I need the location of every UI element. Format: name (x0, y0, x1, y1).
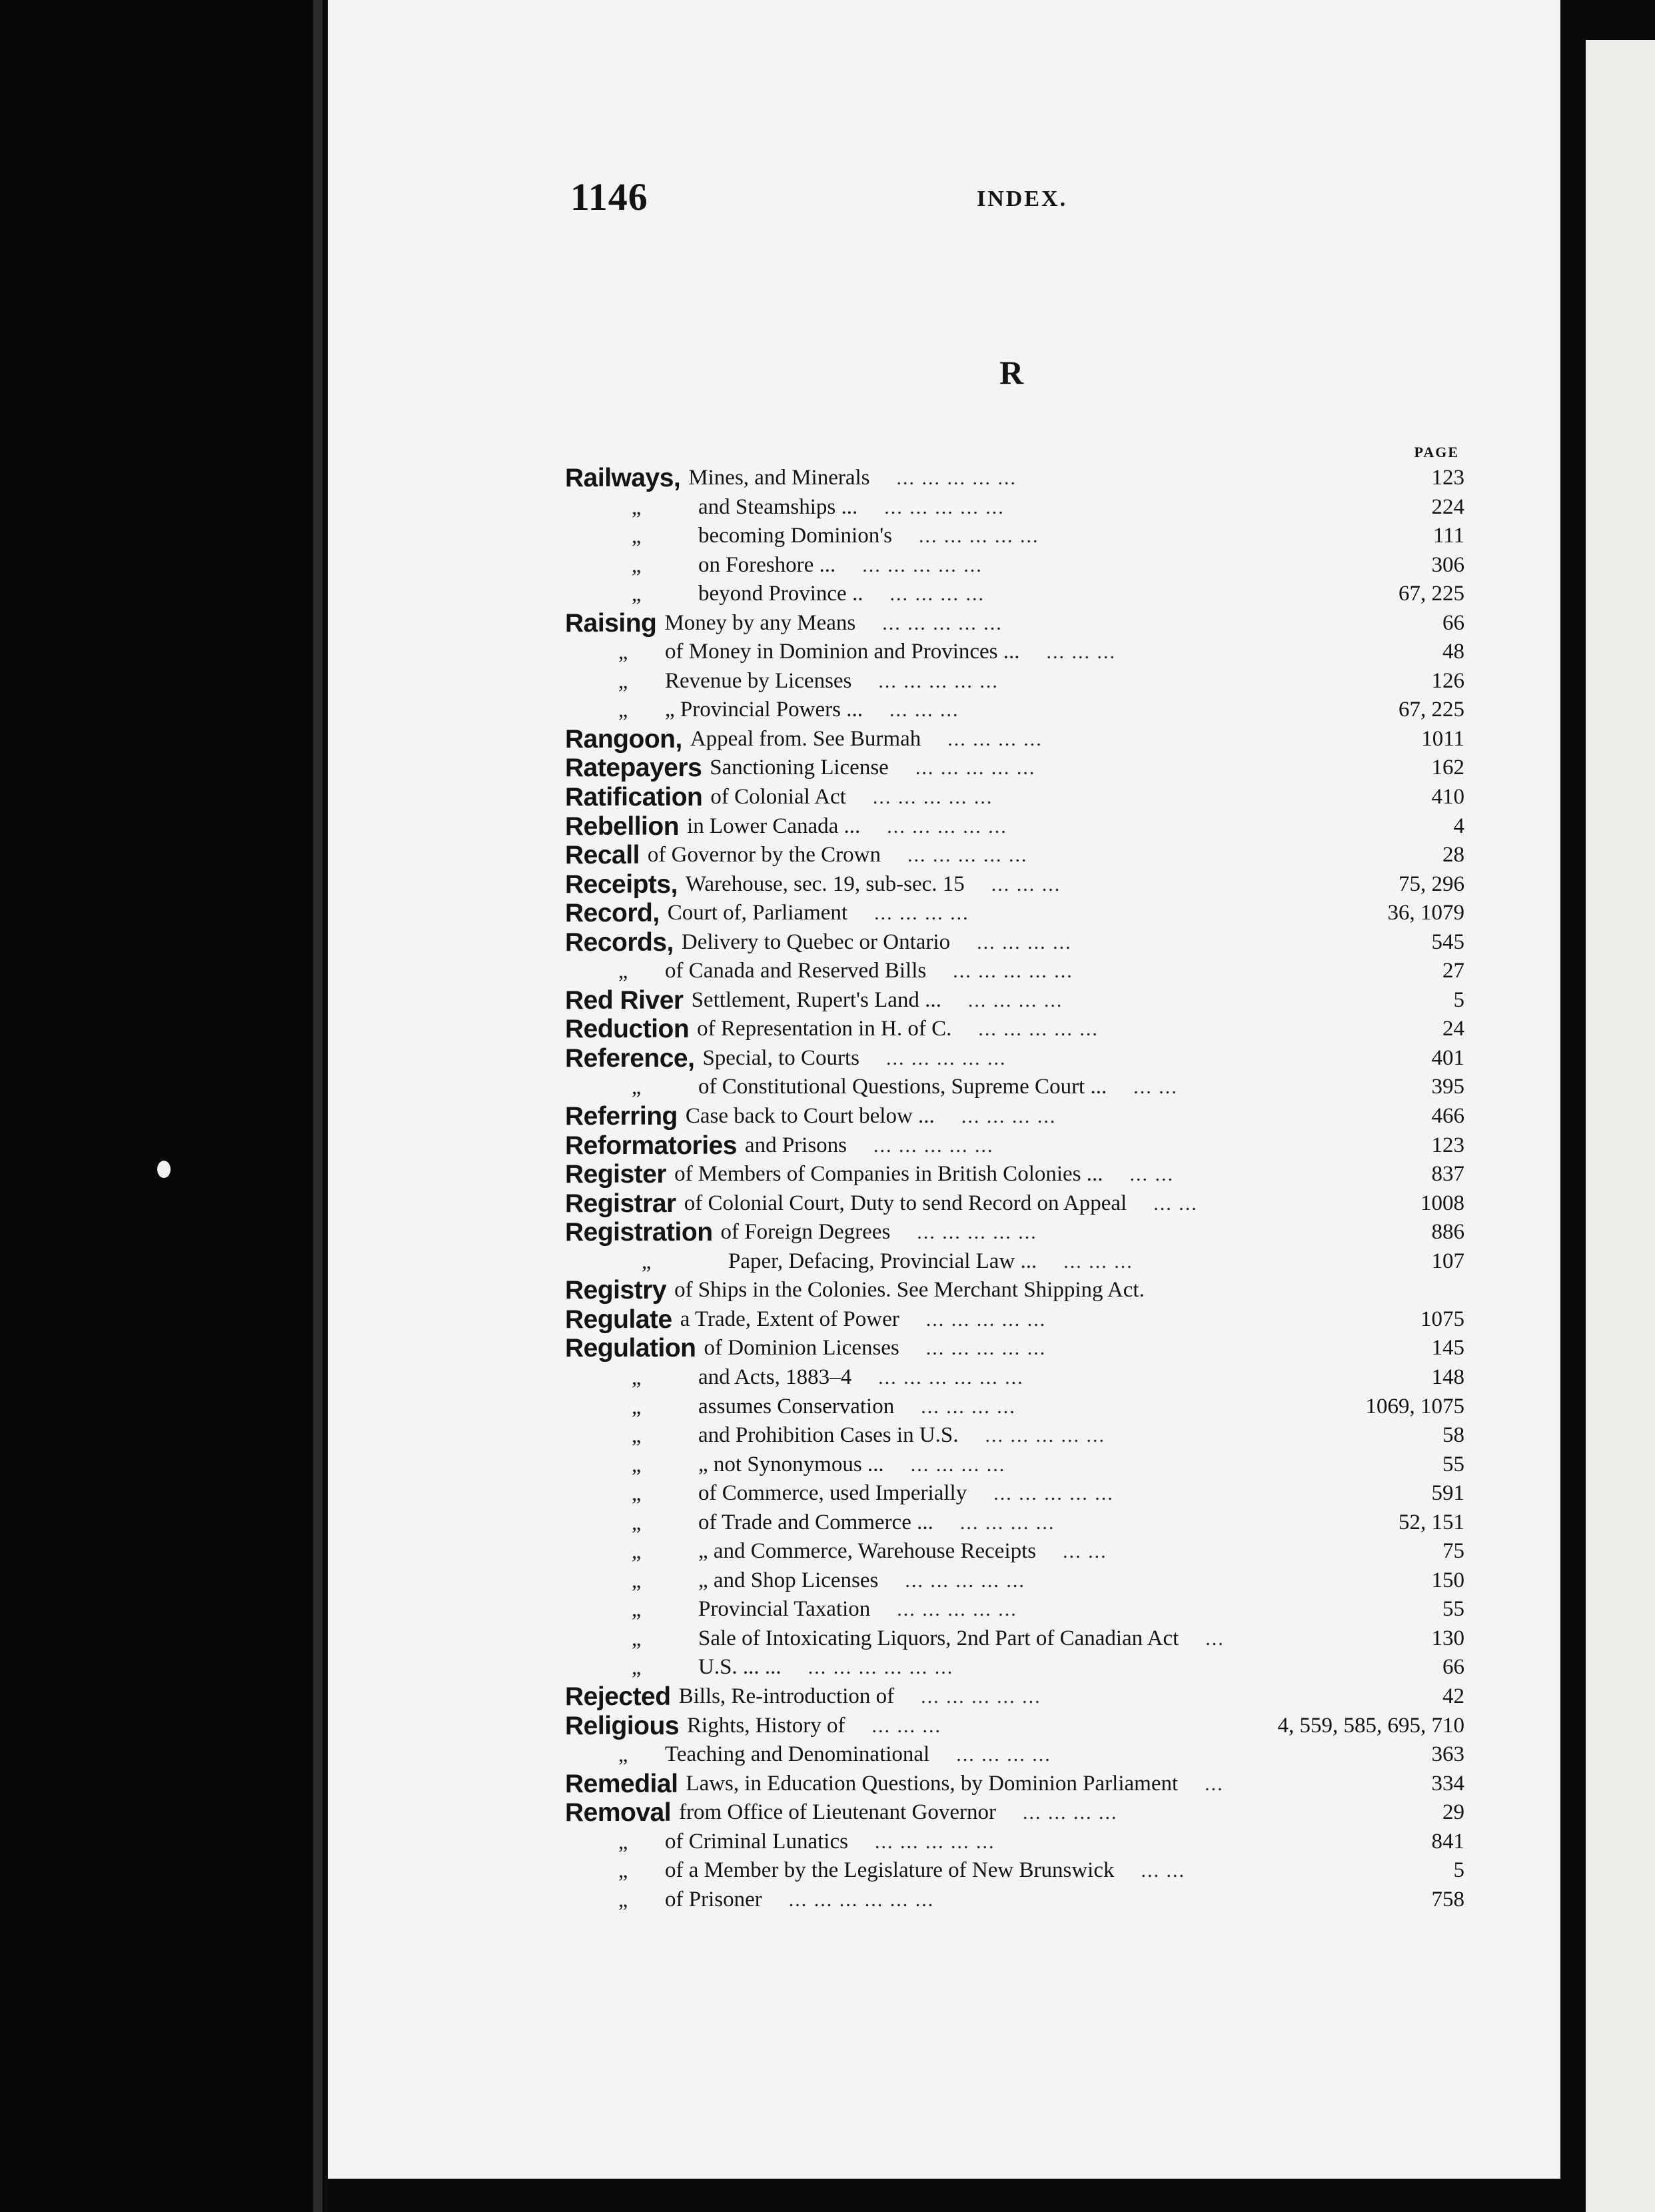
leader-dots: ... (1205, 1627, 1225, 1650)
index-entry (565, 899, 1464, 928)
index-entry (565, 1856, 1464, 1886)
ditto-mark: „ (618, 959, 628, 983)
leader-dots: ... ... ... ... ... (978, 1018, 1099, 1041)
entry-heading: Registry (565, 1276, 667, 1305)
ditto-mark: „ (632, 1626, 642, 1650)
index-entry (565, 493, 1464, 522)
leader-dots: ... ... ... ... (874, 902, 969, 925)
leader-dots: ... ... ... ... (910, 1453, 1006, 1476)
leader-dots: ... ... ... (1063, 1250, 1133, 1273)
index-entry (565, 1450, 1464, 1480)
adjacent-page-edge (1586, 40, 1655, 2212)
entry-heading: Ratepayers (565, 754, 702, 783)
index-entry (565, 812, 1464, 841)
entry-text: Mines, and Minerals (688, 466, 870, 490)
index-entry (565, 1305, 1464, 1335)
entry-text: and Acts, 1883–4 (698, 1365, 852, 1389)
page-references: 48 (1442, 640, 1464, 664)
ditto-mark: „ (632, 1568, 642, 1592)
entry-heading: Remedial (565, 1769, 678, 1798)
entry-text: Provincial Taxation (698, 1597, 871, 1622)
entry-text: of Foreign Degrees (720, 1220, 891, 1245)
page-references: 395 (1431, 1075, 1464, 1099)
index-entry (565, 667, 1464, 696)
entry-text: „ not Synonymous ... (698, 1452, 884, 1476)
page-references: 162 (1431, 756, 1464, 780)
leader-dots: ... ... (1153, 1192, 1198, 1215)
index-entry (565, 1392, 1464, 1422)
index-entries (565, 464, 1464, 1914)
leader-dots: ... ... ... ... (921, 1395, 1016, 1418)
index-entry (565, 725, 1464, 754)
page-column-heading: PAGE (1414, 444, 1459, 460)
index-entry (565, 1886, 1464, 1915)
ditto-mark: „ (632, 1394, 642, 1418)
entry-text: of Governor by the Crown (647, 843, 881, 867)
scan-speck (157, 1161, 171, 1178)
entry-heading: Religious (565, 1711, 680, 1740)
leader-dots: ... ... ... (871, 1714, 941, 1737)
page-references: 410 (1431, 785, 1464, 810)
leader-dots: ... ... ... ... (967, 989, 1063, 1011)
page-references: 55 (1442, 1452, 1464, 1476)
leader-dots: ... ... ... ... ... ... (878, 1366, 1024, 1388)
scan-left-margin (0, 0, 325, 2212)
index-entry (565, 1102, 1464, 1131)
entry-text: Bills, Re-introduction of (678, 1684, 895, 1708)
leader-dots: ... ... ... ... ... (886, 1047, 1007, 1069)
entry-text: Sanctioning License (710, 756, 889, 780)
leader-dots: ... ... (1133, 1076, 1178, 1099)
leader-dots: ... ... ... ... ... (884, 496, 1005, 518)
page-references: 148 (1431, 1365, 1464, 1389)
entry-heading: Reformatories (565, 1131, 737, 1160)
index-entry (565, 928, 1464, 957)
entry-text: of Dominion Licenses (704, 1336, 899, 1361)
index-entry (565, 1073, 1464, 1102)
index-entry (565, 841, 1464, 870)
index-entry (565, 1189, 1464, 1219)
page-references: 67, 225 (1398, 582, 1464, 606)
ditto-mark: „ (618, 640, 628, 664)
entry-text: Warehouse, sec. 19, sub-sec. 15 (685, 871, 965, 896)
entry-text: Revenue by Licenses (665, 668, 852, 693)
index-entry (565, 1624, 1464, 1654)
leader-dots: ... ... ... ... ... (953, 960, 1073, 983)
ditto-mark: „ (642, 1249, 652, 1273)
page-references: 591 (1431, 1481, 1464, 1506)
leader-dots: ... ... (1063, 1540, 1107, 1563)
ditto-mark: „ (618, 1858, 628, 1883)
ditto-mark: „ (632, 1481, 642, 1506)
entry-heading: Registration (565, 1218, 713, 1247)
entry-heading: Rejected (565, 1682, 671, 1711)
entry-heading: Registrar (565, 1189, 676, 1218)
index-entry (565, 1276, 1464, 1305)
index-entry (565, 1712, 1464, 1741)
entry-text: U.S. ... ... (698, 1655, 782, 1680)
page-references: 306 (1431, 552, 1464, 577)
ditto-mark: „ (618, 1829, 628, 1854)
page-references: 111 (1432, 524, 1464, 548)
page-references: 75, 296 (1398, 871, 1464, 896)
entry-text: Settlement, Rupert's Land ... (691, 987, 941, 1012)
page-references: 150 (1431, 1568, 1464, 1592)
leader-dots: ... ... ... ... ... ... (808, 1656, 954, 1679)
page-references: 1069, 1075 (1365, 1394, 1464, 1418)
leader-dots: ... ... ... ... ... (896, 467, 1017, 489)
page-references: 5 (1453, 987, 1464, 1012)
page-references: 401 (1431, 1045, 1464, 1070)
page-references: 837 (1431, 1162, 1464, 1187)
index-entry (565, 1479, 1464, 1508)
index-entry (565, 1131, 1464, 1161)
leader-dots: ... ... ... ... ... (919, 525, 1039, 548)
leader-dots: ... ... ... ... (961, 1105, 1057, 1128)
page-references: 545 (1431, 929, 1464, 954)
page-references: 1075 (1420, 1307, 1464, 1331)
entry-heading: Regulate (565, 1305, 672, 1334)
entry-text: from Office of Lieutenant Governor (679, 1800, 996, 1825)
index-entry (565, 870, 1464, 899)
leader-dots: ... ... ... ... ... (897, 1598, 1017, 1621)
page-references: 126 (1431, 668, 1464, 693)
leader-dots: ... ... ... ... ... (882, 612, 1003, 634)
page-references: 145 (1431, 1336, 1464, 1361)
index-entry (565, 1160, 1464, 1189)
index-entry (565, 464, 1464, 493)
entry-heading: Railways, (565, 464, 681, 492)
page-references: 24 (1442, 1017, 1464, 1041)
page-references: 29 (1442, 1800, 1464, 1825)
leader-dots: ... ... ... ... (977, 931, 1072, 953)
leader-dots: ... ... ... ... ... (921, 1685, 1041, 1708)
index-entry (565, 1334, 1464, 1363)
ditto-mark: „ (618, 1887, 628, 1912)
leader-dots: ... ... ... ... ... (925, 1337, 1047, 1360)
ditto-mark: „ (618, 1742, 628, 1767)
ditto-mark: „ (632, 1452, 642, 1476)
index-entry (565, 1798, 1464, 1828)
page-references: 466 (1431, 1104, 1464, 1129)
index-entry (565, 1015, 1464, 1044)
entry-heading: Reference, (565, 1043, 695, 1073)
page-references: 130 (1431, 1626, 1464, 1650)
entry-heading: Rebellion (565, 812, 680, 841)
leader-dots: ... ... ... ... (947, 728, 1043, 750)
index-entry (565, 1247, 1464, 1277)
leader-dots: ... ... ... ... ... ... (788, 1888, 935, 1911)
entry-heading: Referring (565, 1102, 678, 1131)
entry-text: of Colonial Court, Duty to send Record on Appeal (684, 1191, 1127, 1215)
leader-dots: ... ... (1129, 1163, 1175, 1186)
ditto-mark: „ (632, 1075, 642, 1099)
entry-text: of Criminal Lunatics (665, 1829, 848, 1854)
leader-dots: ... ... ... ... ... (917, 1221, 1037, 1244)
ditto-mark: „ (632, 1655, 642, 1680)
entry-text: in Lower Canada ... (687, 814, 861, 838)
entry-text: Case back to Court below ... (685, 1104, 935, 1129)
scan-bottom-margin (328, 2179, 1560, 2212)
page-number: 1146 (570, 175, 648, 219)
leader-dots: ... (1205, 1772, 1224, 1795)
leader-dots: ... ... ... ... ... (915, 757, 1036, 780)
entry-text: of Colonial Act (710, 785, 846, 810)
book-spine (313, 0, 322, 2212)
page-references: 75 (1442, 1539, 1464, 1564)
leader-dots: ... ... ... (1046, 641, 1117, 664)
ditto-mark: „ (632, 582, 642, 606)
leader-dots: ... ... ... ... ... (993, 1482, 1114, 1505)
leader-dots: ... ... ... ... ... (873, 1134, 994, 1157)
leader-dots: ... ... ... ... ... (887, 815, 1007, 837)
entry-heading: Red River (565, 985, 684, 1015)
index-entry (565, 1363, 1464, 1392)
entry-text: of Canada and Reserved Bills (665, 959, 927, 983)
ditto-mark: „ (632, 524, 642, 548)
entry-text: Court of, Parliament (667, 901, 848, 925)
leader-dots: ... ... ... ... ... (878, 670, 999, 692)
entry-text: Rights, History of (687, 1713, 845, 1738)
index-entry (565, 609, 1464, 638)
index-entry (565, 638, 1464, 667)
index-entry (565, 696, 1464, 725)
leader-dots: ... ... ... ... (959, 1511, 1055, 1534)
entry-heading: Record, (565, 899, 660, 928)
entry-heading: Receipts, (565, 869, 678, 899)
leader-dots: ... ... ... (889, 699, 959, 722)
ditto-mark: „ (618, 668, 628, 693)
leader-dots: ... ... ... ... ... (907, 844, 1028, 867)
entry-text: Sale of Intoxicating Liquors, 2nd Part of Canadian Act (698, 1626, 1179, 1650)
index-entry (565, 1828, 1464, 1857)
page-references: 28 (1442, 843, 1464, 867)
index-entry (565, 1770, 1464, 1799)
page-references: 58 (1442, 1423, 1464, 1448)
page-references: 886 (1431, 1220, 1464, 1245)
entry-text: assumes Conservation (698, 1394, 895, 1418)
ditto-mark: „ (632, 1510, 642, 1534)
entry-heading: Regulation (565, 1334, 696, 1363)
entry-heading: Rangoon, (565, 724, 682, 754)
ditto-mark: „ (632, 1365, 642, 1389)
page-references: 224 (1431, 494, 1464, 519)
entry-heading: Removal (565, 1798, 672, 1828)
ditto-mark: „ (632, 1423, 642, 1448)
entry-text: Laws, in Education Questions, by Dominion Parliament (686, 1771, 1179, 1796)
ditto-mark: „ (632, 494, 642, 519)
page-references: 36, 1079 (1387, 901, 1464, 925)
entry-text: of Ships in the Colonies. See Merchant Shipping Act. (674, 1278, 1145, 1303)
page-references: 4 (1453, 814, 1464, 838)
index-entry (565, 551, 1464, 580)
index-entry (565, 1421, 1464, 1450)
page-references: 52, 151 (1398, 1510, 1464, 1534)
entry-text: Teaching and Denominational (665, 1742, 930, 1767)
leader-dots: ... ... ... ... (1022, 1802, 1118, 1824)
index-entry (565, 1682, 1464, 1712)
entry-heading: Ratification (565, 783, 703, 812)
entry-text: of Commerce, used Imperially (698, 1481, 967, 1506)
entry-text: of Trade and Commerce ... (698, 1510, 933, 1534)
entry-text: „ and Commerce, Warehouse Receipts (698, 1539, 1037, 1564)
entry-text: beyond Province .. (698, 582, 863, 606)
ditto-mark: „ (618, 698, 628, 722)
entry-text: Delivery to Quebec or Ontario (681, 929, 951, 954)
entry-text: of Representation in H. of C. (697, 1017, 952, 1041)
page-references: 841 (1431, 1829, 1464, 1854)
page-references: 27 (1442, 959, 1464, 983)
leader-dots: ... ... ... ... ... (905, 1569, 1025, 1592)
page-references: 1011 (1421, 726, 1464, 751)
page-references: 363 (1431, 1742, 1464, 1767)
page-references: 4, 559, 585, 695, 710 (1277, 1713, 1464, 1738)
entry-text: „ and Shop Licenses (698, 1568, 879, 1592)
entry-text: of Prisoner (665, 1887, 762, 1912)
entry-heading: Register (565, 1160, 667, 1189)
entry-text: „ Provincial Powers ... (665, 698, 863, 722)
ditto-mark: „ (632, 1597, 642, 1622)
leader-dots: ... ... ... ... (889, 583, 985, 606)
index-entry (565, 1218, 1464, 1247)
entry-text: and Prisons (744, 1133, 847, 1157)
index-entry (565, 522, 1464, 551)
section-letter: R (999, 354, 1024, 391)
page-references: 5 (1453, 1858, 1464, 1883)
page-references: 42 (1442, 1684, 1464, 1708)
page-references: 123 (1431, 1133, 1464, 1157)
page-references: 758 (1431, 1887, 1464, 1912)
ditto-mark: „ (632, 1539, 642, 1564)
page-references: 66 (1442, 1655, 1464, 1680)
index-entry (565, 986, 1464, 1015)
entry-text: of Money in Dominion and Provinces ... (665, 640, 1020, 664)
entry-text: of Members of Companies in British Colonies ... (674, 1162, 1103, 1187)
index-entry (565, 1653, 1464, 1682)
index-entry (565, 783, 1464, 812)
index-entry (565, 1740, 1464, 1770)
leader-dots: ... ... (1141, 1860, 1185, 1882)
entry-heading: Records, (565, 927, 674, 957)
entry-text: Paper, Defacing, Provincial Law ... (728, 1249, 1037, 1273)
entry-heading: Reduction (565, 1015, 690, 1044)
leader-dots: ... ... ... ... ... (985, 1424, 1106, 1447)
index-entry (565, 754, 1464, 783)
entry-text: on Foreshore ... (698, 552, 836, 577)
index-entry (565, 1595, 1464, 1624)
index-entry (565, 1537, 1464, 1566)
entry-text: of Constitutional Questions, Supreme Court ... (698, 1075, 1107, 1099)
leader-dots: ... ... ... ... (956, 1744, 1051, 1766)
page-references: 1008 (1420, 1191, 1464, 1215)
ditto-mark: „ (632, 552, 642, 577)
entry-text: becoming Dominion's (698, 524, 893, 548)
entry-text: Special, to Courts (702, 1045, 859, 1070)
leader-dots: ... ... ... ... ... (874, 1830, 995, 1853)
index-entry (565, 1566, 1464, 1596)
page-references: 107 (1431, 1249, 1464, 1273)
running-head: INDEX. (977, 187, 1068, 211)
index-entry (565, 957, 1464, 986)
index-entry (565, 1044, 1464, 1073)
page-references: 66 (1442, 610, 1464, 635)
leader-dots: ... ... ... (991, 873, 1061, 895)
leader-dots: ... ... ... ... ... (862, 554, 983, 576)
entry-text: a Trade, Extent of Power (680, 1307, 899, 1331)
page-references: 123 (1431, 466, 1464, 490)
page-references: 67, 225 (1398, 698, 1464, 722)
entry-text: of a Member by the Legislature of New Brunswick (665, 1858, 1115, 1883)
entry-heading: Raising (565, 608, 657, 638)
page-references: 55 (1442, 1597, 1464, 1622)
index-entry (565, 580, 1464, 609)
entry-text: and Steamships ... (698, 494, 858, 519)
entry-text: Money by any Means (664, 610, 856, 635)
entry-text: and Prohibition Cases in U.S. (698, 1423, 959, 1448)
entry-text: Appeal from. See Burmah (690, 726, 921, 751)
entry-heading: Recall (565, 841, 640, 870)
index-entry (565, 1508, 1464, 1538)
leader-dots: ... ... ... ... ... (925, 1308, 1047, 1331)
leader-dots: ... ... ... ... ... (872, 786, 993, 809)
page-references: 334 (1431, 1771, 1464, 1796)
